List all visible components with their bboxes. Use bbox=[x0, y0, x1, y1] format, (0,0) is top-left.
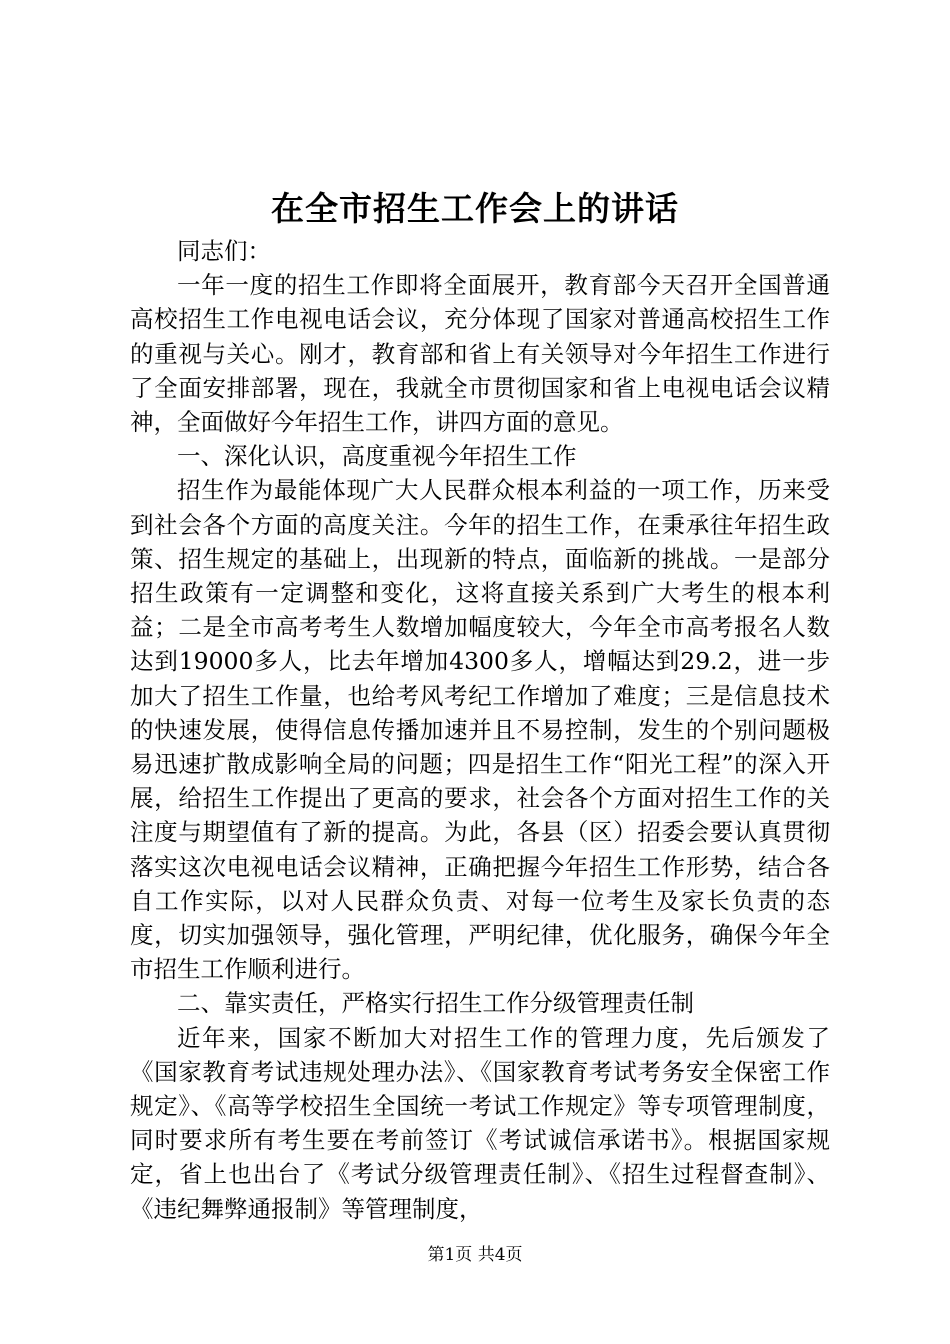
paragraph-intro: 一年一度的招生工作即将全面展开，教育部今天召开全国普通高校招生工作电视电话会议，充分体现了国家对普通高校招生工作的重视与关心。刚才，教育部和省上有关领导对今年招生工作进行了全面安排部署，现在，我就全市贯彻国家和省上电视电话会议精神，全面做好今年招生工作，讲四方面的意见。 bbox=[130, 271, 830, 437]
document-title: 在全市招生工作会上的讲话 bbox=[271, 189, 679, 228]
page-footer: 第1页 共4页 bbox=[427, 1245, 523, 1265]
document-body bbox=[130, 234, 830, 1226]
paragraph-section-1: 招生作为最能体现广大人民群众根本利益的一项工作，历来受到社会各个方面的高度关注。今年的招生工作，在秉承往年招生政策、招生规定的基础上，出现新的特点，面临新的挑战。一是部分招生政策有一定调整和变化，这将直接关系到广大考生的根本利益；二是全市高考考生人数增加幅度较大，今年全市高考报名人数达到19000多人，比去年增加4300多人，增幅达到29.2，进一步加大了招生工作量，也给考风考纪工作增加了难度；三是信息技术的快速发展，使得信息传播加速并且不易控制，发生的个别问题极易迅速扩散成影响全局的问题；四是招生工作“阳光工程”的深入开展，给招生工作提出了更高的要求，社会各个方面对招生工作的关注度与期望值有了新的提高。为此，各县（区）招委会要认真贯彻落实这次电视电话会议精神，正确把握今年招生工作形势，结合各自工作实际，以对人民群众负责、对每一位考生及家长负责的态度，切实加强领导，强化管理，严明纪律，优化服务，确保今年全市招生工作顺利进行。 bbox=[130, 476, 830, 984]
paragraph-section-2: 近年来，国家不断加大对招生工作的管理力度，先后颁发了《国家教育考试违规处理办法》、《国家教育考试考务安全保密工作规定》、《高等学校招生全国统一考试工作规定》等专项管理制度，同时要求所有考生要在考前签订《考试诚信承诺书》。根据国家规定，省上也出台了《考试分级管理责任制》、《招生过程督查制》、《违纪舞弊通报制》等管理制度， bbox=[130, 1023, 830, 1223]
salutation: 同志们： bbox=[177, 237, 271, 265]
section-heading-2: 二、靠实责任，严格实行招生工作分级管理责任制 bbox=[177, 989, 694, 1018]
section-heading-1: 一、深化认识，高度重视今年招生工作 bbox=[177, 442, 577, 471]
